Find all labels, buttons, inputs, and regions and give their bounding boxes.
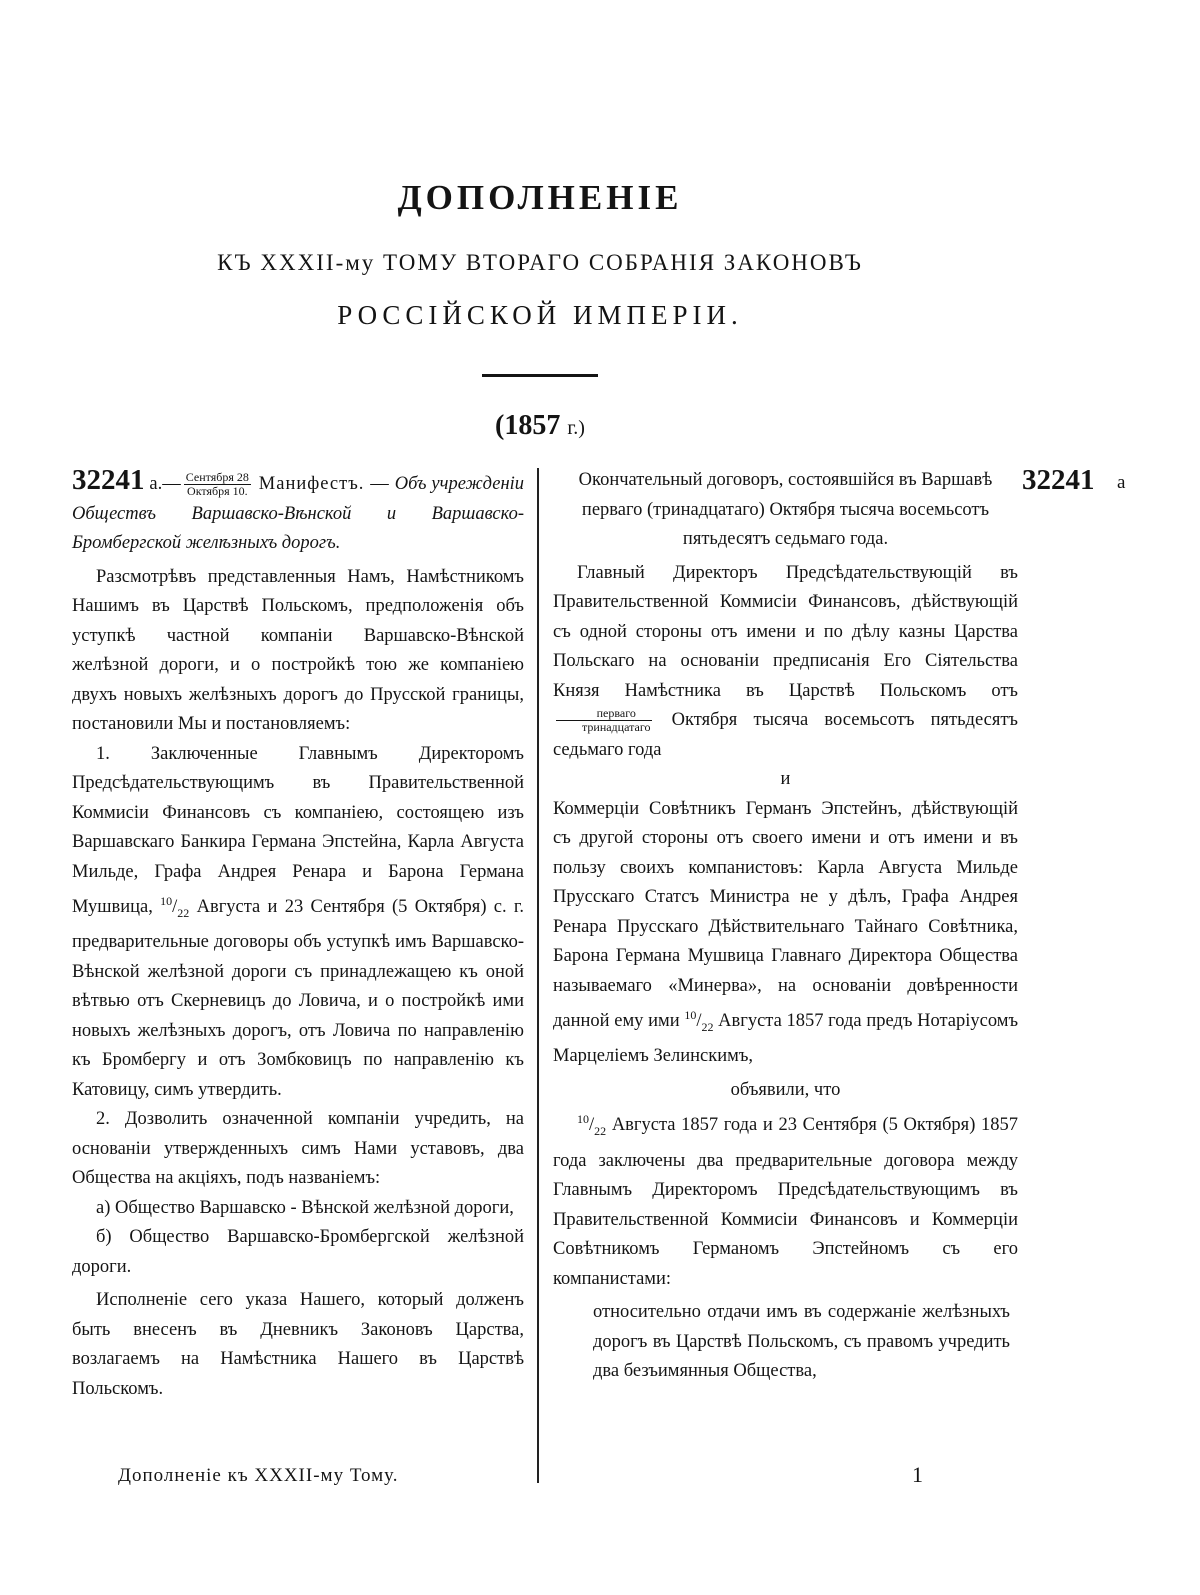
manifest-heading (72, 466, 524, 559)
item-a: а) Общество Варшавско - Вѣнской желѣзной дороги, (96, 1197, 514, 1218)
right-entry-letter: а (1117, 472, 1126, 493)
contract-paragraph-1 (553, 559, 1018, 766)
subtitle-line-1: КЪ XXXII-му ТОМУ ВТОРАГО СОБРАНІЯ ЗАКОНОВЪ (217, 250, 863, 275)
contract-quote: относительно отдачи имъ въ содержаніе желѣзныхъ дорогъ въ Царствѣ Польскомъ, съ правомъ учредить два безъимянныя Общества, (593, 1302, 1010, 1382)
contract-para-2-text-a: Коммерціи Совѣтникъ Германъ Эпстейнъ, дѣйствующій съ другой стороны отъ своего имени и отъ имени и въ пользу своихъ компанистовъ: Карла Августа Мильде Прусскаго Статсъ Министра не у дѣлъ, Графа Андрея Ренара Прусскаго Дѣйствительнаго Тайнаго Совѣтника, Барона Германа Мушвица Главнаго Директора Общества называемаго «Минерва», на основаніи довѣренности данной ему ими (553, 798, 1018, 1032)
item-b: б) Общество Варшавско-Бромбергской желѣзной дороги. (72, 1227, 524, 1277)
page-number: 1 (912, 1462, 923, 1487)
entry-letter: а.— (149, 474, 181, 494)
order-date-fraction (556, 707, 652, 734)
right-entry-number: 32241 (1022, 464, 1095, 496)
contract-para-2-frac-num: 10 (684, 1008, 697, 1022)
right-column (553, 466, 1018, 1387)
contract-para-2-frac-den: 22 (701, 1019, 714, 1034)
closing-paragraph: Исполненіе сего указа Нашего, который долженъ быть внесенъ въ Дневникъ Законовъ Царства, возлагаемъ на Намѣстника Нашего въ Царствѣ Польскомъ. (72, 1290, 524, 1399)
manifest-label: Манифестъ. — (258, 474, 390, 494)
date-fraction (184, 471, 251, 498)
contract-para-3-frac-num: 10 (577, 1112, 589, 1127)
point-1-text-b: Августа и 23 Сентября (5 Октября) с. г. предварительные договоры объ уступкѣ имъ Варшавско-Вѣнской желѣзной дороги съ принадлежащею къ оной вѣтвью отъ Скерневицъ до Ловича, и о постройкѣ ими новыхъ желѣзныхъ дорогъ, отъ Ловича по направленію къ Бромбергу и отъ Зомбковицъ по направленію къ Катовицу, симъ утвердить. (72, 897, 525, 1100)
contract-para-2-text-b: Августа 1857 года предъ Нотаріусомъ Марцеліемъ Зелинскимъ, (553, 1011, 1019, 1067)
contract-paragraph-2: Коммерціи Совѣтникъ Германъ Эпстейнъ, дѣйствующій съ другой стороны отъ своего имени и отъ имени и въ пользу своихъ компанистовъ: Карла Августа Мильде Прусскаго Статсъ Министра не у дѣлъ, Графа Андрея Ренара Прусскаго Дѣйствительнаго Тайнаго Совѣтника, Барона Германа Мушвица Главнаго Директора Общества называемаго «Минерва», на основаніи довѣренности данной ему ими $^{10}/_{22}$ Августа 1857 года предъ Нотаріусомъ Марцеліемъ Зелинскимъ, (553, 798, 1019, 1067)
subtitle-line-2: РОССІЙСКОЙ ИМПЕРІИ. (337, 300, 743, 330)
year-open-paren: ( (495, 410, 505, 441)
date-numerator: Сентября 28 (185, 470, 249, 485)
page-title: ДОПОЛНЕНІЕ (397, 178, 683, 217)
contract-para-3-frac-den: 22 (594, 1124, 607, 1139)
intro-paragraph: Разсмотрѣвъ представленныя Намъ, Намѣстникомъ Нашимъ въ Царствѣ Польскомъ, предположенія объ уступкѣ частной компаніи Варшавско-Вѣнской желѣзной дороги, и о постройкѣ тою же компаніею двухъ новыхъ желѣзныхъ дорогъ до Прусской границы, постановили Мы и постановляемъ: (72, 566, 524, 734)
date-denominator: Октября 10. (187, 484, 248, 499)
order-date-numerator: перваго (556, 707, 652, 721)
point-2: 2. Дозволить означенной компаніи учредить, на основаніи утвержденныхъ симъ Нами уставовъ, два Общества на акціяхъ, подъ названіемъ: (72, 1109, 524, 1189)
contract-para-3-text: Августа 1857 года и 23 Сентября (5 Октября) 1857 года заключены два предварительные договора между Главнымъ Директоромъ Предсѣдательствующимъ въ Правительственной Коммисіи Финансовъ и Коммерціи Совѣтникомъ Германомъ Эпстейномъ съ его компанистами: (553, 1115, 1019, 1289)
and-conjunction: и (780, 769, 791, 789)
year-suffix: г.) (567, 417, 585, 439)
point-1-frac-num: 10 (160, 894, 173, 908)
year-number: 1857 (504, 410, 561, 441)
manifest-subject: Объ учрежденіи Обществъ Варшавско-Вѣнской и Варшавско-Бромбергской желѣзныхъ дорогъ. (72, 474, 525, 553)
point-1-text-a: 1. Заключенные Главнымъ Директоромъ Предсѣдательствующимъ въ Правительственной Коммисіи Финансовъ съ компаніею, состоящею изъ Варшавскаго Банкира Германа Эпстейна, Карла Августа Мильде, Графа Андрея Ренара и Барона Германа Мушвица, (72, 743, 524, 918)
contract-para-1-text-b: Октября тысяча восемьсотъ пятьдесятъ седьмаго года (553, 710, 1018, 760)
decorative-rule (482, 374, 598, 377)
point-1-frac-den: 22 (177, 905, 190, 920)
year-heading (0, 410, 1080, 442)
declared-line: объявили, что (730, 1079, 841, 1100)
entry-number: 32241 (72, 464, 145, 496)
contract-para-1-text-a: Главный Директоръ Предсѣдательствующій въ Правительственной Коммисіи Финансовъ, дѣйствующій съ одной стороны отъ имени и по дѣлу казны Царства Польскаго на основаніи предписанія Его Сіятельства Князя Намѣстника въ Царствѣ Польскомъ отъ (553, 562, 1018, 701)
column-divider (537, 468, 539, 1483)
left-column (72, 466, 524, 1404)
order-date-denominator: тринадцатаго (582, 720, 651, 735)
contract-heading: Окончательный договоръ, состоявшійся въ Варшавѣ перваго (тринадцатаго) Октября тысяча восемьсотъ пятьдесятъ седьмаго года. (578, 470, 993, 549)
footer-text: Дополненіе къ XXXII-му Тому. (118, 1465, 399, 1486)
point-1: 1. Заключенные Главнымъ Директоромъ Предсѣдательствующимъ въ Правительственной Коммисіи Финансовъ съ компаніею, состоящею изъ Варшавскаго Банкира Германа Эпстейна, Карла Августа Мильде, Графа Андрея Ренара и Барона Германа Мушвица, $^{10}/_{22}$ Августа и 23 Сентября (5 Октября) с. г. предварительные договоры объ уступкѣ имъ Варшавско-Вѣнской желѣзной дороги съ принадлежащею къ оной вѣтвью отъ Скерневицъ до Ловича, и о постройкѣ ими новыхъ желѣзныхъ дорогъ, отъ Ловича по направленію къ Бромбергу и отъ Зомбковицъ по направленію къ Катовицу, симъ утвердить. (72, 743, 525, 1100)
contract-paragraph-3: $^{10}/_{22}$ Августа 1857 года и 23 Сентября (5 Октября) 1857 года заключены два предварительные договора между Главнымъ Директоромъ Предсѣдательствующимъ въ Правительственной Коммисіи Финансовъ и Коммерціи Совѣтникомъ Германомъ Эпстейномъ съ его компанистами: (553, 1112, 1019, 1289)
